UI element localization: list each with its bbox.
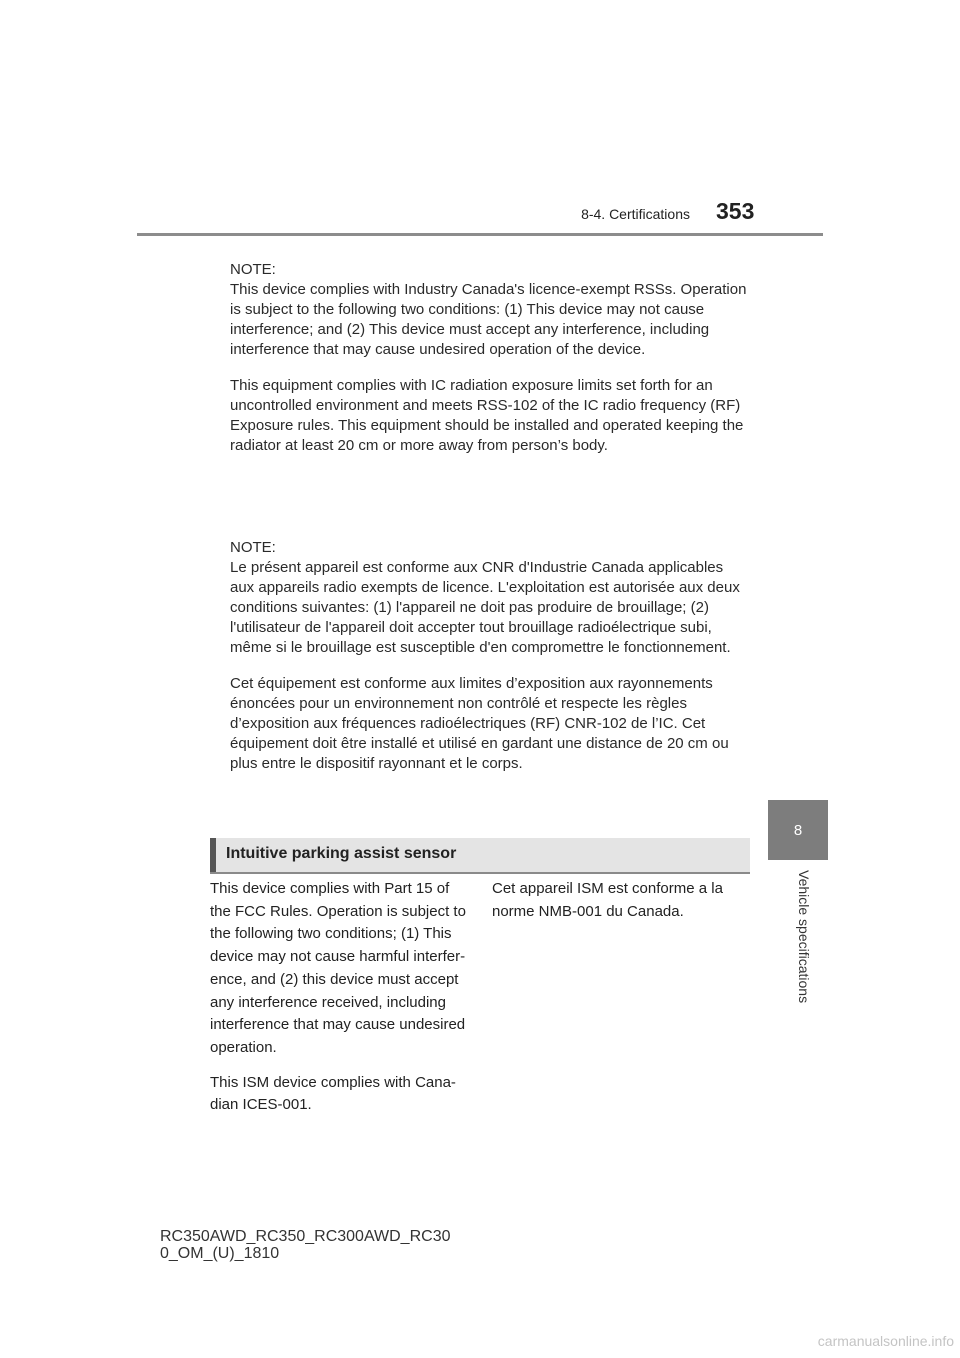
footer-code [160,1228,480,1262]
chapter-tab-number: 8 [793,821,803,839]
left-column [210,878,466,1129]
header-rule [137,233,823,236]
page-number: 353 [716,198,755,224]
nmb-paragraph: Cet appareil ISM est conforme a la norme NMB-001 du Canada. [492,880,723,920]
ic-english-paragraph-2: This equipment complies with IC radiation exposure limits set forth for an uncontrolled environment and meets RSS-102 of the IC radio frequency (RF) Exposure rules. This equipment should be installed and operated keeping the radiator at least 20 cm or more away from person’s body. [230,377,744,454]
chapter-tab[interactable] [768,800,828,860]
chapter-tab-label: Vehicle specifications [796,870,812,1004]
watermark: carmanualsonline.info [817,1333,954,1349]
section-header [210,838,750,874]
ic-french-paragraph-1: Le présent appareil est conforme aux CNR d'Industrie Canada applicables aux appareils radio exempts de licence. L'exploitation est autorisée aux deux conditions suivantes: (1) l'appareil ne doit pas produire de brouillage; (2) l'utilisateur de l'appareil doit accepter tout brouillage radioélectrique subi, même si le brouillage est susceptible d'en compromettre le fonctionnement. [230,559,740,656]
section-accent [210,838,216,872]
footer-code-line-1: RC350AWD_RC350_RC300AWD_RC30 [160,1228,451,1245]
fcc-paragraph: This device complies with Part 15 of the FCC Rules. Operation is subject to the following two conditions; (1) This device may not cause harmful interfer-ence, and (2) this device must accept any interference received, including interference that may cause undesired operation. [210,880,466,1056]
section-title: Intuitive parking assist sensor [226,845,457,862]
note-label: NOTE: [230,261,276,278]
right-column [492,878,750,935]
note-label: NOTE: [230,539,276,556]
header-section-title: 8-4. Certifications [581,206,690,222]
ic-notice-english [230,260,750,472]
ic-notice-french [230,538,750,790]
ic-english-paragraph-1: This device complies with Industry Canada's licence-exempt RSSs. Operation is subject to the following two conditions: (1) This device may not cause interference; and (2) This device must accept any interference, including interference that may cause undesired operation of the device. [230,281,747,358]
footer-code-line-2: 0_OM_(U)_1810 [160,1245,280,1262]
ices-paragraph: This ISM device complies with Cana-dian ICES-001. [210,1073,456,1114]
ic-french-paragraph-2: Cet équipement est conforme aux limites d’exposition aux rayonnements énoncées pour un environnement non contrôlé et respecte les règles d’exposition aux fréquences radioélectriques (RF) CNR-102 de l’IC. Cet équipement doit être installé et utilisé en gardant une distance de 20 cm ou plus entre le dispositif rayonnant et le corps. [230,675,729,772]
